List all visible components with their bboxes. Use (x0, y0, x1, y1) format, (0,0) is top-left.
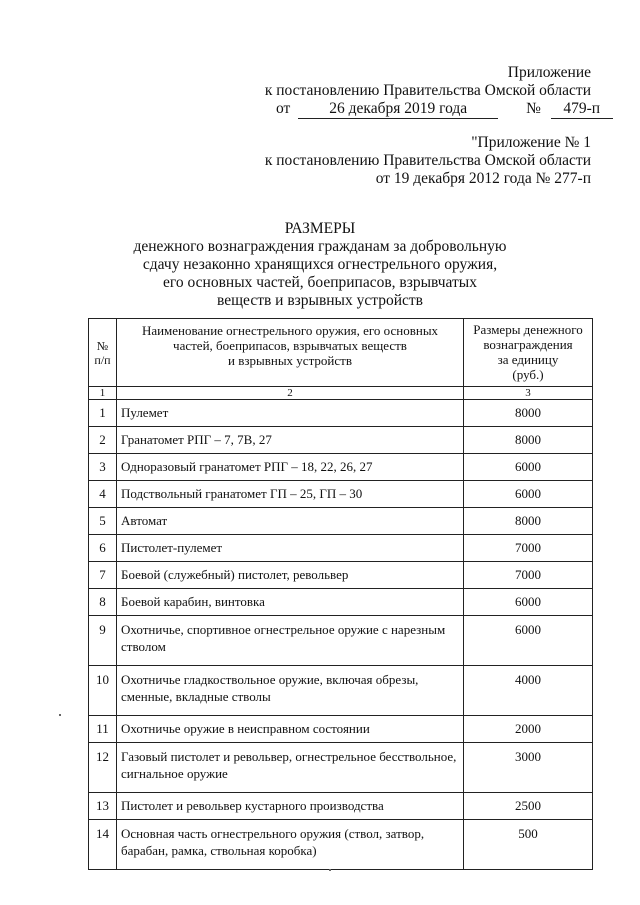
title-line-3: его основных частей, боеприпасов, взрывчатых (163, 274, 477, 291)
title-line-4: веществ и взрывных устройств (217, 292, 423, 309)
header-amount-line-2: вознаграждения (483, 337, 573, 352)
row-number: 2 (89, 427, 117, 454)
resolution-number: 479-п (551, 100, 613, 119)
scan-speck (59, 714, 61, 716)
row-amount: 500 (464, 820, 593, 870)
row-name-line-1: Газовый пистолет и револьвер, огнестрельное бесствольное, (121, 749, 457, 764)
table-row (89, 820, 593, 870)
row-name (117, 616, 464, 666)
row-name: Автомат (117, 508, 464, 535)
document-title: РАЗМЕРЫ (284, 220, 356, 237)
table-header-row (89, 319, 593, 387)
column-index: 3 (464, 387, 593, 400)
resolution-date: 26 декабря 2019 года (298, 100, 498, 119)
row-name: Пулемет (117, 400, 464, 427)
row-number: 8 (89, 589, 117, 616)
from-label: от (276, 100, 291, 117)
header-name-line-1: Наименование огнестрельного оружия, его основных (141, 323, 439, 338)
row-name: Подствольный гранатомет ГП – 25, ГП – 30 (117, 481, 464, 508)
table-row (89, 616, 593, 666)
header-name-line-2: частей, боеприпасов, взрывчатых веществ (173, 338, 407, 353)
row-number: 6 (89, 535, 117, 562)
row-number: 12 (89, 743, 117, 793)
row-number: 4 (89, 481, 117, 508)
row-amount: 6000 (464, 454, 593, 481)
row-name: Боевой (служебный) пистолет, револьвер (117, 562, 464, 589)
title-line-2: сдачу незаконно хранящихся огнестрельного оружия, (142, 256, 498, 273)
header-name-line-3: и взрывных устройств (228, 353, 352, 368)
row-name: Пистолет-пулемет (117, 535, 464, 562)
row-number: 13 (89, 793, 117, 820)
row-amount: 2500 (464, 793, 593, 820)
header-number: № п/п (89, 319, 117, 387)
table-row (89, 400, 593, 427)
row-amount: 6000 (464, 616, 593, 666)
row-name (117, 743, 464, 793)
row-amount: 7000 (464, 535, 593, 562)
row-amount: 6000 (464, 589, 593, 616)
original-resolution-date: от 19 декабря 2012 года № 277-п (375, 170, 591, 187)
table-row (89, 562, 593, 589)
row-number: 3 (89, 454, 117, 481)
column-index: 2 (117, 387, 464, 400)
row-number: 11 (89, 716, 117, 743)
row-number: 9 (89, 616, 117, 666)
table-row (89, 508, 593, 535)
table-row (89, 427, 593, 454)
row-name-line-1: Основная часть огнестрельного оружия (ствол, затвор, (121, 826, 425, 841)
row-name-line-2: сигнальное оружие (121, 766, 228, 781)
table-row (89, 535, 593, 562)
row-name (117, 666, 464, 716)
scan-speck (329, 869, 331, 871)
row-name: Пистолет и револьвер кустарного производства (117, 793, 464, 820)
row-name-line-1: Охотничье, спортивное огнестрельное оружие с нарезным (121, 622, 446, 637)
header-name (117, 319, 464, 387)
row-name: Боевой карабин, винтовка (117, 589, 464, 616)
row-number: 7 (89, 562, 117, 589)
table-row (89, 481, 593, 508)
header-amount-line-3: за единицу (497, 352, 559, 367)
row-amount: 3000 (464, 743, 593, 793)
row-amount: 2000 (464, 716, 593, 743)
row-amount: 7000 (464, 562, 593, 589)
original-resolution-reference: к постановлению Правительства Омской области (264, 152, 591, 169)
row-amount: 8000 (464, 427, 593, 454)
row-amount: 8000 (464, 400, 593, 427)
table-row (89, 454, 593, 481)
original-appendix-label: "Приложение № 1 (471, 134, 591, 151)
appendix-label: Приложение (507, 64, 591, 81)
row-amount: 6000 (464, 481, 593, 508)
column-index-row (89, 387, 593, 400)
row-name-line-2: стволом (121, 639, 166, 654)
title-line-1: денежного вознаграждения гражданам за добровольную (133, 238, 507, 255)
table-row (89, 716, 593, 743)
row-name-line-2: барабан, рамка, ствольная коробка) (121, 843, 317, 858)
row-number: 5 (89, 508, 117, 535)
row-name: Одноразовый гранатомет РПГ – 18, 22, 26, 27 (117, 454, 464, 481)
row-name: Гранатомет РПГ – 7, 7В, 27 (117, 427, 464, 454)
rewards-table (88, 318, 593, 870)
header-amount-line-4: (руб.) (512, 367, 544, 382)
row-name-line-2: сменные, вкладные стволы (121, 689, 271, 704)
row-name: Охотничье оружие в неисправном состоянии (117, 716, 464, 743)
row-number: 10 (89, 666, 117, 716)
row-number: 14 (89, 820, 117, 870)
table-row (89, 666, 593, 716)
number-sign: № (526, 100, 541, 117)
table-row (89, 589, 593, 616)
row-number: 1 (89, 400, 117, 427)
row-amount: 8000 (464, 508, 593, 535)
resolution-date-line (276, 100, 613, 119)
header-amount (464, 319, 593, 387)
row-name (117, 820, 464, 870)
row-name-line-1: Охотничье гладкоствольное оружие, включая обрезы, (121, 672, 419, 687)
table-row (89, 743, 593, 793)
resolution-reference: к постановлению Правительства Омской области (264, 82, 591, 99)
table-row (89, 793, 593, 820)
row-amount: 4000 (464, 666, 593, 716)
column-index: 1 (89, 387, 117, 400)
header-amount-line-1: Размеры денежного (473, 322, 583, 337)
